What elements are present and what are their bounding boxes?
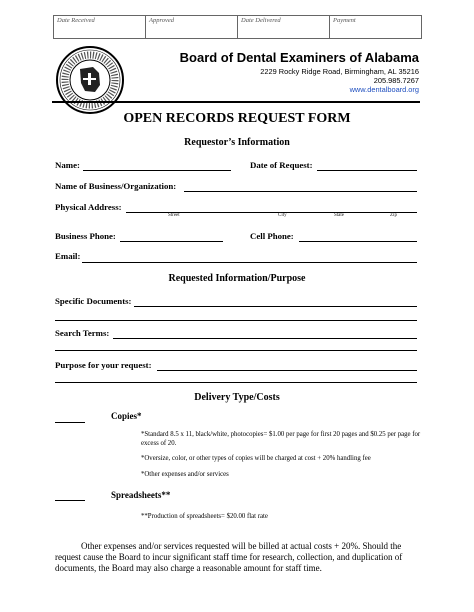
copies-note-oversize: *Oversize, color, or other types of copies will be charged at cost + 20% handling fee <box>141 455 371 462</box>
office-cell-date-delivered: Date Delivered <box>238 16 330 38</box>
board-website-link[interactable]: www.dentalboard.org <box>349 85 419 94</box>
date-of-request-label: Date of Request: <box>250 160 313 170</box>
office-cell-date-received: Date Received <box>54 16 146 38</box>
section-heading-requested: Requested Information/Purpose <box>168 273 306 284</box>
spreadsheets-quantity-field[interactable] <box>55 500 85 501</box>
email-field[interactable] <box>82 262 417 263</box>
copies-note-standard: *Standard 8.5 x 11, black/white, photocopies= $1.00 per page for first 20 pages and $0.25 per page for excess of 20. <box>141 431 421 447</box>
copies-note-other: *Other expenses and/or services <box>141 471 229 478</box>
date-of-request-field[interactable] <box>317 170 417 171</box>
board-name: Board of Dental Examiners of Alabama <box>179 50 419 65</box>
section-heading-delivery: Delivery Type/Costs <box>194 392 280 403</box>
cell-phone-label: Cell Phone: <box>250 231 294 241</box>
copies-quantity-field[interactable] <box>55 422 85 423</box>
office-cell-approved: Approved <box>146 16 238 38</box>
physical-address-label: Physical Address: <box>55 202 122 212</box>
address-sub-zip: Zip <box>390 213 397 218</box>
purpose-field-line-2[interactable] <box>55 382 417 383</box>
office-cell-payment: Payment <box>333 17 356 24</box>
purpose-field[interactable] <box>157 370 417 371</box>
board-phone: 205.985.7267 <box>373 76 419 85</box>
search-terms-field[interactable] <box>113 338 417 339</box>
search-terms-label: Search Terms: <box>55 328 110 338</box>
specific-documents-field-line-2[interactable] <box>55 320 417 321</box>
address-sub-street: Street <box>168 213 180 218</box>
spreadsheets-note: **Production of spreadsheets= $20.00 flat rate <box>141 513 268 520</box>
business-phone-field[interactable] <box>120 241 223 242</box>
board-address: 2229 Rocky Ridge Road, Birmingham, AL 35216 <box>260 67 419 76</box>
cell-phone-field[interactable] <box>299 241 417 242</box>
form-title: OPEN RECORDS REQUEST FORM <box>123 111 351 126</box>
address-sub-state: State <box>334 213 344 218</box>
address-sub-city: City <box>278 213 287 218</box>
specific-documents-label: Specific Documents: <box>55 296 132 306</box>
billing-paragraph: Other expenses and/or services requested will be billed at actual costs + 20%. Should the request cause the Board to incur significant staff time for research, collection, and duplication of documents, the Board may also charge a reasonable amount for staff time. <box>55 541 403 573</box>
spreadsheets-label: Spreadsheets** <box>111 490 171 500</box>
email-label: Email: <box>55 251 81 261</box>
office-use-box <box>53 15 422 39</box>
name-field[interactable] <box>83 170 231 171</box>
business-label: Name of Business/Organization: <box>55 181 177 191</box>
business-phone-label: Business Phone: <box>55 231 116 241</box>
section-heading-requestor: Requestor’s Information <box>184 137 290 148</box>
header-divider <box>52 101 420 103</box>
name-label: Name: <box>55 160 80 170</box>
purpose-label: Purpose for your request: <box>55 360 152 370</box>
specific-documents-field[interactable] <box>134 306 417 307</box>
business-field[interactable] <box>184 191 417 192</box>
copies-label: Copies* <box>111 411 142 421</box>
board-seal-icon <box>55 45 125 115</box>
search-terms-field-line-2[interactable] <box>55 350 417 351</box>
